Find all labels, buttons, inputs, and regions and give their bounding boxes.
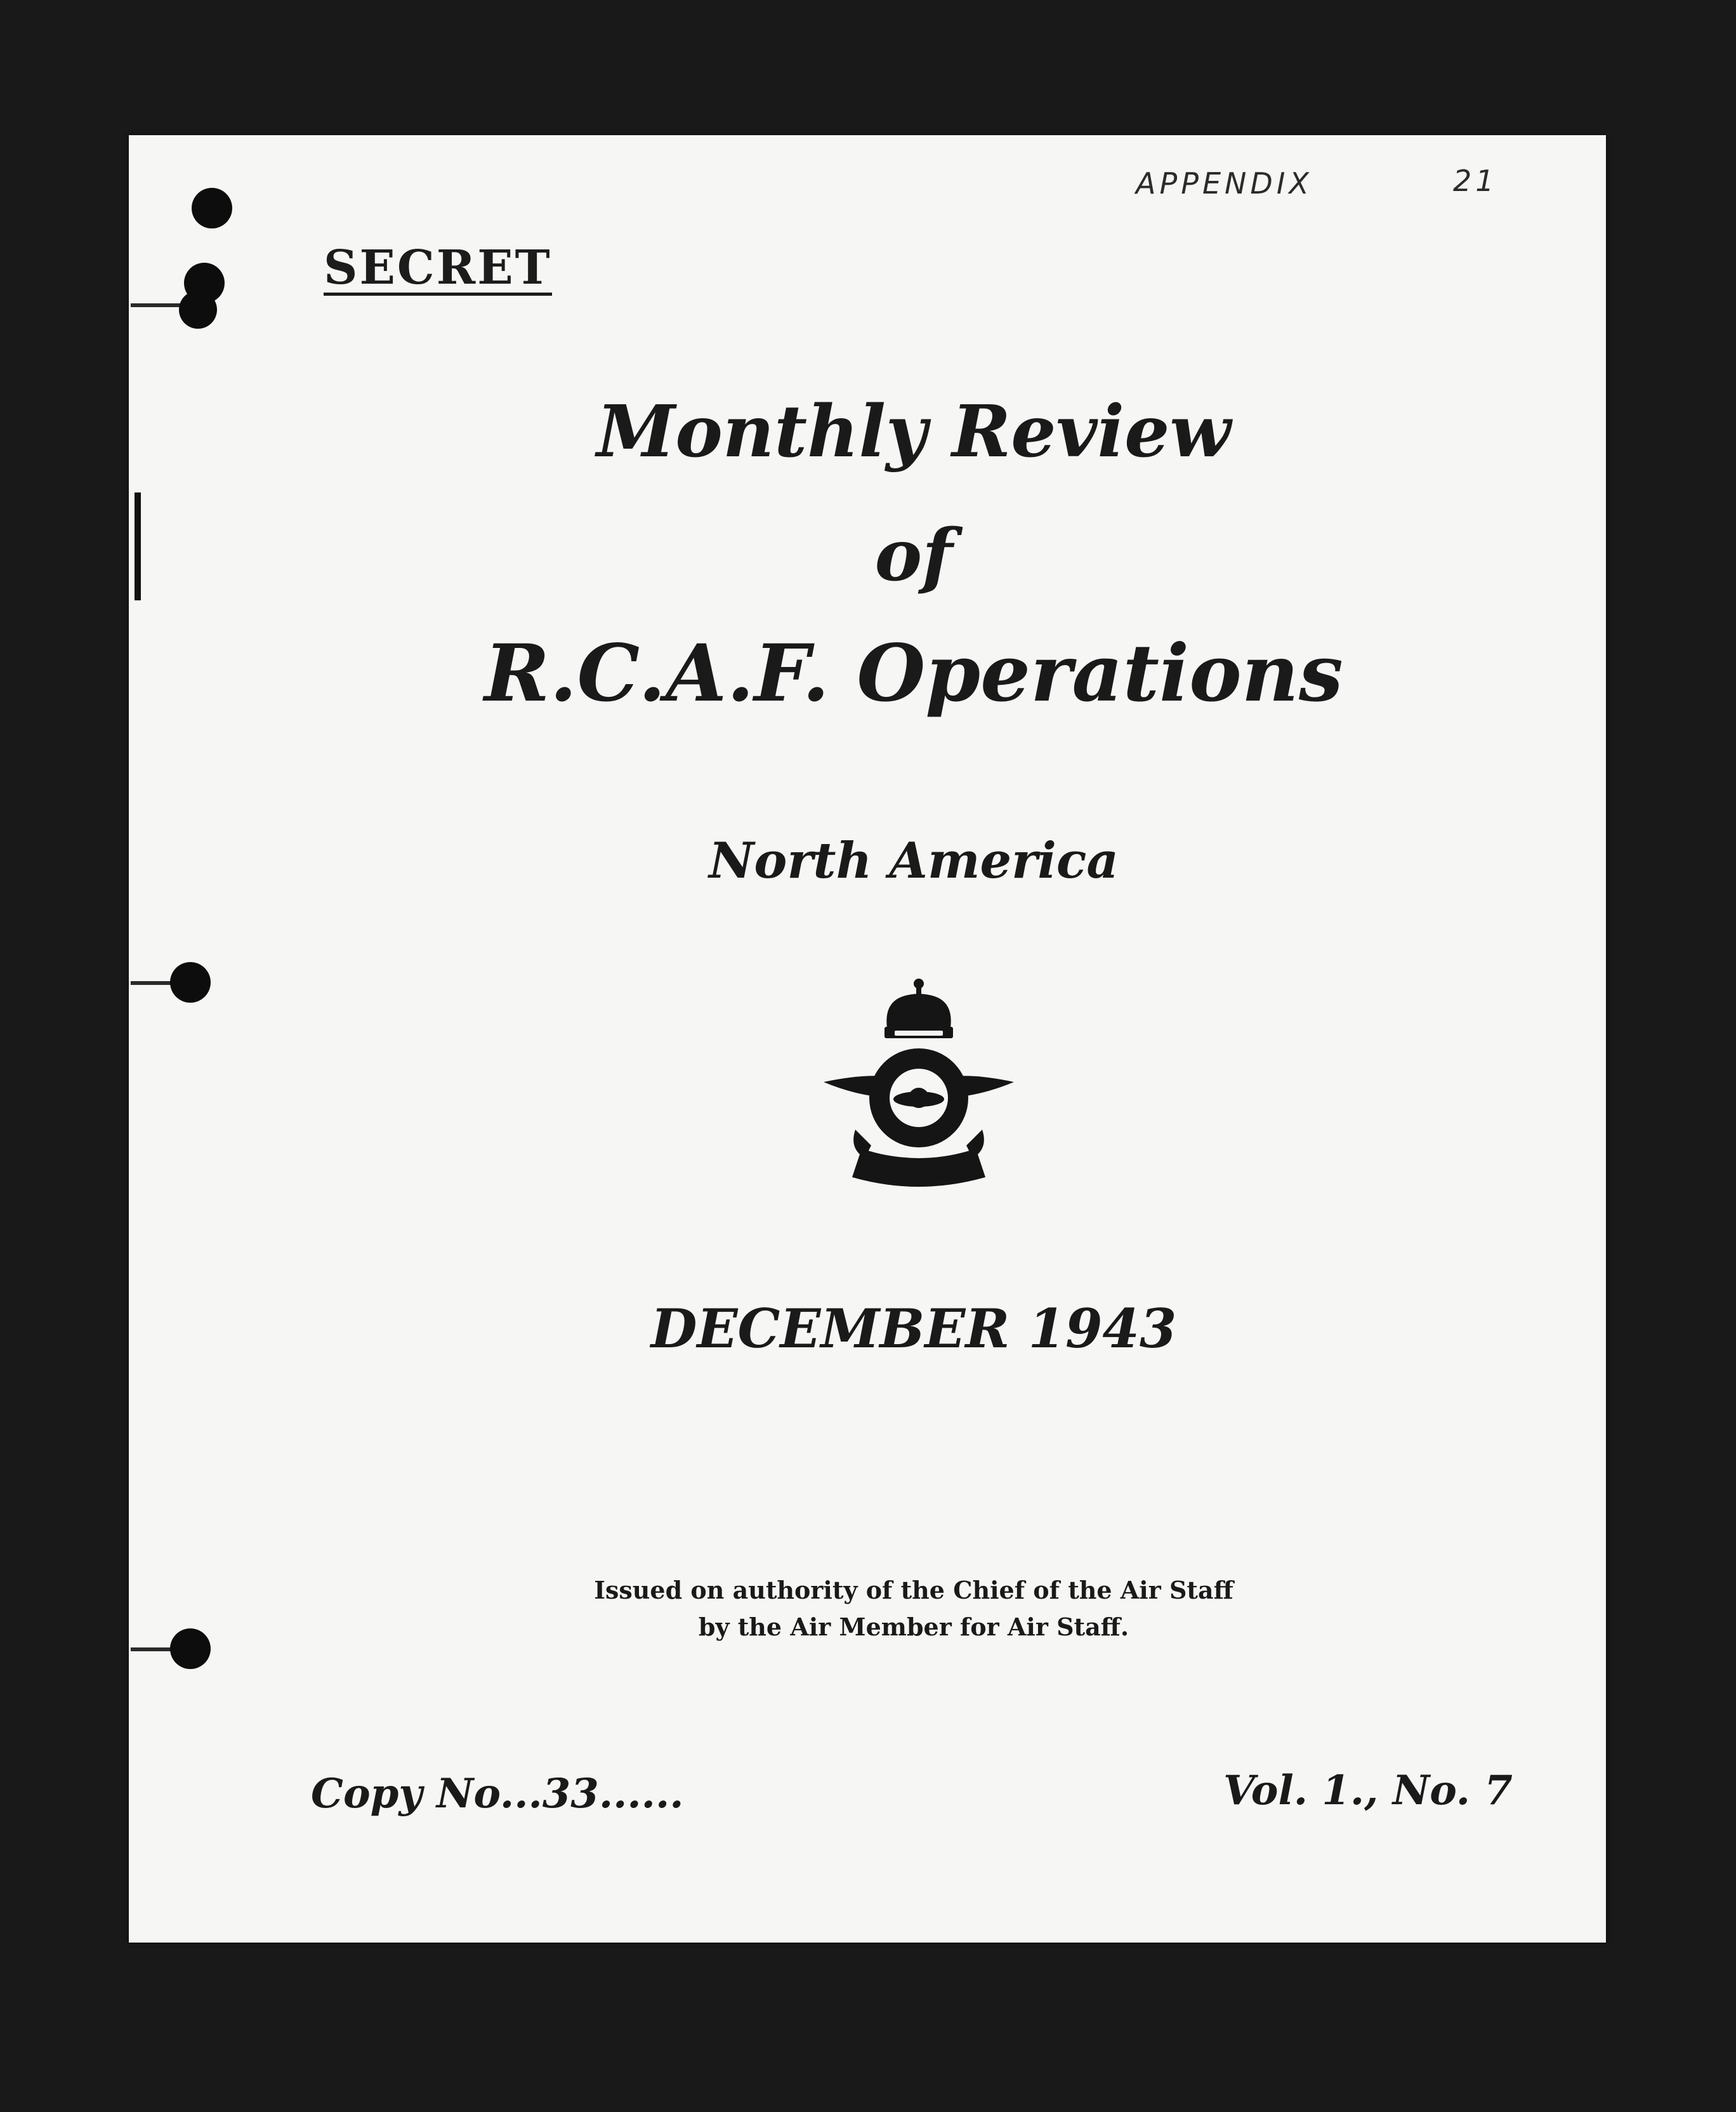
- rcaf-crest-emblem: [817, 977, 1020, 1193]
- title-line-1: Monthly Review: [596, 390, 1231, 473]
- handwritten-appendix-number: 21: [1453, 164, 1498, 198]
- title-line-2: of: [874, 514, 953, 597]
- issued-authority-line-2: by the Air Member for Air Staff.: [698, 1613, 1129, 1641]
- copy-number: Copy No...33......: [311, 1770, 684, 1818]
- classification-label: SECRET: [324, 241, 552, 295]
- punch-hole-3: [179, 291, 217, 329]
- punch-hole-1: [192, 188, 232, 228]
- volume-number: Vol. 1., No. 7: [1223, 1767, 1513, 1814]
- handwritten-appendix-note: APPENDIX: [1136, 166, 1313, 201]
- issued-authority-line-1: Issued on authority of the Chief of the Air Staff: [594, 1576, 1233, 1604]
- title-line-3: R.C.A.F. Operations: [484, 628, 1343, 720]
- issue-date: DECEMBER 1943: [650, 1297, 1177, 1360]
- punch-hole-4: [170, 962, 211, 1003]
- region-subtitle: North America: [709, 832, 1119, 890]
